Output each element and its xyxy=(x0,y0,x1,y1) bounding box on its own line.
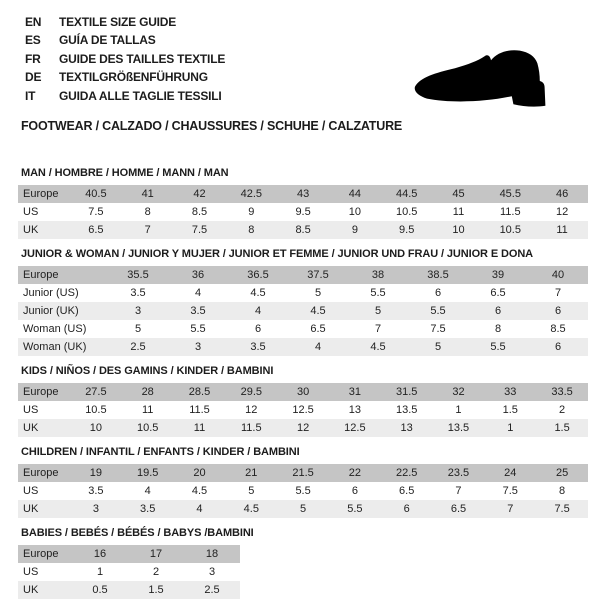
size-cell: 4.5 xyxy=(250,287,266,300)
table-row xyxy=(18,302,588,320)
size-cell: 21.5 xyxy=(277,464,329,482)
table-row xyxy=(18,320,588,338)
size-table-babies xyxy=(18,545,240,599)
size-section-junior-woman xyxy=(18,248,588,356)
language-row-en xyxy=(25,13,600,31)
size-cell: 11.5 xyxy=(499,206,521,219)
size-cell: 6 xyxy=(351,485,358,498)
row-label: UK xyxy=(18,221,70,239)
size-cell: 6.5 xyxy=(490,287,506,300)
size-cell: 10 xyxy=(348,206,361,219)
category-title: FOOTWEAR / CALZADO / CHAUSSURES / SCHUHE / CALZATURE xyxy=(21,119,403,134)
shoe-icon xyxy=(392,37,574,117)
size-cell: 6.5 xyxy=(310,323,326,336)
size-cell: 13.5 xyxy=(433,419,485,437)
size-cell: 5.5 xyxy=(329,500,381,518)
size-cell: 0.5 xyxy=(72,581,128,599)
size-table-children xyxy=(18,464,588,518)
size-cell: 12 xyxy=(555,206,569,219)
size-cell: 5.5 xyxy=(408,302,468,320)
size-cell: 45.5 xyxy=(484,185,536,203)
size-cell: 28 xyxy=(122,383,174,401)
size-cell: 7.5 xyxy=(174,221,226,239)
size-cell: 2.5 xyxy=(108,338,168,356)
size-cell: 3.5 xyxy=(228,338,288,356)
row-label: Junior (UK) xyxy=(18,302,108,320)
size-cell: 7 xyxy=(554,287,562,300)
size-cell: 33.5 xyxy=(536,383,588,401)
size-sections xyxy=(18,167,588,599)
row-label: UK xyxy=(18,500,70,518)
size-cell: 10 xyxy=(433,221,485,239)
language-label: TEXTILGRÖßENFÜHRUNG xyxy=(59,70,208,85)
size-cell: 2.5 xyxy=(184,581,240,599)
size-cell: 3.5 xyxy=(122,500,174,518)
size-cell: 4.5 xyxy=(288,302,348,320)
size-cell: 42 xyxy=(174,185,226,203)
size-cell: 1.5 xyxy=(128,581,184,599)
size-cell: 6 xyxy=(528,302,588,320)
size-cell: 21 xyxy=(225,464,277,482)
size-cell: 8.5 xyxy=(191,206,208,219)
size-cell: 6 xyxy=(434,287,442,300)
table-row xyxy=(18,338,588,356)
size-cell: 7.5 xyxy=(430,323,446,336)
language-label: TEXTILE SIZE GUIDE xyxy=(59,15,177,29)
size-cell: 13.5 xyxy=(395,404,418,417)
size-section-children xyxy=(18,446,588,518)
size-cell: 8 xyxy=(144,206,151,219)
size-cell: 5 xyxy=(348,302,408,320)
table-row xyxy=(18,563,240,581)
size-cell: 11.5 xyxy=(225,419,277,437)
size-cell: 8 xyxy=(559,485,566,498)
row-label: Europe xyxy=(18,545,72,563)
size-cell: 10.5 xyxy=(85,404,107,417)
size-cell: 7.5 xyxy=(502,485,518,498)
size-cell: 20 xyxy=(174,464,226,482)
table-row xyxy=(18,401,588,419)
size-cell: 6 xyxy=(528,338,588,356)
size-cell: 3 xyxy=(108,302,168,320)
size-cell: 18 xyxy=(184,545,240,563)
size-cell: 4 xyxy=(174,500,226,518)
row-label: UK xyxy=(18,581,72,599)
size-cell: 43 xyxy=(277,185,329,203)
table-row xyxy=(18,203,588,221)
size-cell: 1.5 xyxy=(536,419,588,437)
size-cell: 46 xyxy=(536,185,588,203)
table-row xyxy=(18,545,240,563)
size-cell: 29.5 xyxy=(225,383,277,401)
row-label: Europe xyxy=(18,185,70,203)
table-row xyxy=(18,383,588,401)
row-label: Europe xyxy=(18,464,70,482)
table-row xyxy=(18,464,588,482)
row-label: Woman (UK) xyxy=(18,338,108,356)
size-cell: 4 xyxy=(144,485,151,498)
size-cell: 44.5 xyxy=(381,185,433,203)
size-cell: 32 xyxy=(433,383,485,401)
size-cell: 9.5 xyxy=(295,206,311,219)
size-cell: 2 xyxy=(559,404,566,417)
size-cell: 1.5 xyxy=(502,404,518,417)
size-cell: 1 xyxy=(484,419,536,437)
table-row xyxy=(18,266,588,284)
language-code: IT xyxy=(25,88,36,103)
size-cell: 4.5 xyxy=(191,485,208,498)
size-cell: 30 xyxy=(277,383,329,401)
size-cell: 37.5 xyxy=(288,266,348,284)
table-row xyxy=(18,482,588,500)
size-cell: 13 xyxy=(381,419,433,437)
size-cell: 9.5 xyxy=(381,221,433,239)
size-cell: 7.5 xyxy=(88,206,104,219)
size-cell: 17 xyxy=(128,545,184,563)
size-cell: 6.5 xyxy=(399,485,415,498)
size-section-man xyxy=(18,167,588,239)
size-cell: 31.5 xyxy=(381,383,433,401)
section-title: MAN / HOMBRE / HOMME / MANN / MAN xyxy=(21,167,229,180)
language-label: GUÍA DE TALLAS xyxy=(59,33,156,48)
size-cell: 31 xyxy=(329,383,381,401)
size-cell: 11 xyxy=(536,221,588,239)
size-cell: 5.5 xyxy=(190,323,206,336)
size-cell: 5 xyxy=(134,323,142,336)
size-cell: 5 xyxy=(314,287,322,300)
size-cell: 45 xyxy=(433,185,485,203)
size-cell: 10.5 xyxy=(395,206,418,219)
size-cell: 24 xyxy=(484,464,536,482)
table-row xyxy=(18,185,588,203)
size-cell: 11 xyxy=(174,419,226,437)
size-guide-page xyxy=(0,13,600,600)
size-cell: 7.5 xyxy=(536,500,588,518)
size-cell: 9 xyxy=(329,221,381,239)
size-cell: 12.5 xyxy=(292,404,314,417)
size-cell: 5.5 xyxy=(370,287,386,300)
size-cell: 12.5 xyxy=(329,419,381,437)
size-cell: 3 xyxy=(70,500,122,518)
size-cell: 5.5 xyxy=(295,485,311,498)
size-cell: 6.5 xyxy=(433,500,485,518)
size-cell: 4 xyxy=(288,338,348,356)
size-table-junior-woman xyxy=(18,266,588,356)
section-title: BABIES / BEBÉS / BÉBÉS / BABYS /BAMBINI xyxy=(21,527,254,540)
size-cell: 25 xyxy=(536,464,588,482)
size-cell: 8.5 xyxy=(277,221,329,239)
size-cell: 41 xyxy=(122,185,174,203)
size-cell: 10.5 xyxy=(122,419,174,437)
size-cell: 6 xyxy=(468,302,528,320)
row-label: UK xyxy=(18,419,70,437)
size-cell: 8.5 xyxy=(550,323,566,336)
size-cell: 3.5 xyxy=(130,287,146,300)
size-cell: 7 xyxy=(122,221,174,239)
size-cell: 7 xyxy=(484,500,536,518)
size-cell: 42.5 xyxy=(225,185,277,203)
row-label: US xyxy=(23,206,39,219)
row-label: US xyxy=(23,566,39,579)
size-cell: 38.5 xyxy=(408,266,468,284)
size-cell: 38 xyxy=(348,266,408,284)
table-row xyxy=(18,284,588,302)
size-cell: 19 xyxy=(70,464,122,482)
size-cell: 36.5 xyxy=(228,266,288,284)
size-cell: 40 xyxy=(528,266,588,284)
size-cell: 35.5 xyxy=(108,266,168,284)
size-cell: 7 xyxy=(374,323,382,336)
section-title: CHILDREN / INFANTIL / ENFANTS / KINDER / BAMBINI xyxy=(21,446,300,459)
size-cell: 3 xyxy=(208,566,216,579)
size-cell: 22.5 xyxy=(381,464,433,482)
size-cell: 22 xyxy=(329,464,381,482)
size-cell: 12 xyxy=(277,419,329,437)
size-cell: 23.5 xyxy=(433,464,485,482)
size-table-kids xyxy=(18,383,588,437)
size-cell: 6.5 xyxy=(70,221,122,239)
size-cell: 2 xyxy=(152,566,160,579)
size-section-kids xyxy=(18,365,588,437)
row-label: Europe xyxy=(18,266,108,284)
row-label: US xyxy=(23,404,39,417)
size-cell: 40.5 xyxy=(70,185,122,203)
size-cell: 6 xyxy=(381,500,433,518)
size-cell: 11 xyxy=(141,404,154,417)
section-title: KIDS / NIÑOS / DES GAMINS / KINDER / BAMBINI xyxy=(21,365,274,378)
size-cell: 44 xyxy=(329,185,381,203)
size-cell: 8 xyxy=(225,221,277,239)
language-label: GUIDE DES TAILLES TEXTILE xyxy=(59,51,226,66)
size-cell: 10.5 xyxy=(484,221,536,239)
size-cell: 6 xyxy=(254,323,262,336)
section-title: JUNIOR & WOMAN / JUNIOR Y MUJER / JUNIOR ET FEMME / JUNIOR UND FRAU / JUNIOR E DONA xyxy=(21,248,534,261)
size-cell: 19.5 xyxy=(122,464,174,482)
size-cell: 3.5 xyxy=(168,302,228,320)
size-cell: 13 xyxy=(348,404,361,417)
size-cell: 4.5 xyxy=(348,338,408,356)
size-cell: 39 xyxy=(468,266,528,284)
language-label: GUIDA ALLE TAGLIE TESSILI xyxy=(59,88,222,103)
table-row xyxy=(18,500,588,518)
row-label: US xyxy=(23,485,39,498)
size-section-babies xyxy=(18,527,588,599)
size-cell: 33 xyxy=(484,383,536,401)
size-cell: 4.5 xyxy=(225,500,277,518)
size-cell: 5.5 xyxy=(468,338,528,356)
size-cell: 5 xyxy=(277,500,329,518)
size-cell: 12 xyxy=(245,404,258,417)
size-cell: 9 xyxy=(248,206,255,219)
size-cell: 4 xyxy=(194,287,202,300)
language-code: FR xyxy=(25,51,41,66)
size-cell: 11.5 xyxy=(189,404,210,417)
row-label: Junior (US) xyxy=(23,287,79,300)
row-label: Woman (US) xyxy=(23,323,87,336)
language-code: EN xyxy=(25,15,42,29)
size-cell: 3 xyxy=(168,338,228,356)
row-label: Europe xyxy=(18,383,70,401)
size-cell: 1 xyxy=(455,404,462,417)
size-cell: 27.5 xyxy=(70,383,122,401)
table-row xyxy=(18,221,588,239)
size-cell: 7 xyxy=(455,485,462,498)
size-table-man xyxy=(18,185,588,239)
language-code: DE xyxy=(25,70,42,85)
size-cell: 10 xyxy=(70,419,122,437)
size-cell: 11 xyxy=(452,206,465,219)
size-cell: 8 xyxy=(494,323,502,336)
size-cell: 28.5 xyxy=(174,383,226,401)
size-cell: 36 xyxy=(168,266,228,284)
size-cell: 5 xyxy=(248,485,255,498)
size-cell: 3.5 xyxy=(88,485,104,498)
size-cell: 4 xyxy=(228,302,288,320)
table-row xyxy=(18,419,588,437)
size-cell: 1 xyxy=(96,566,104,579)
size-cell: 16 xyxy=(72,545,128,563)
size-cell: 5 xyxy=(408,338,468,356)
table-row xyxy=(18,581,240,599)
language-code: ES xyxy=(25,33,41,48)
